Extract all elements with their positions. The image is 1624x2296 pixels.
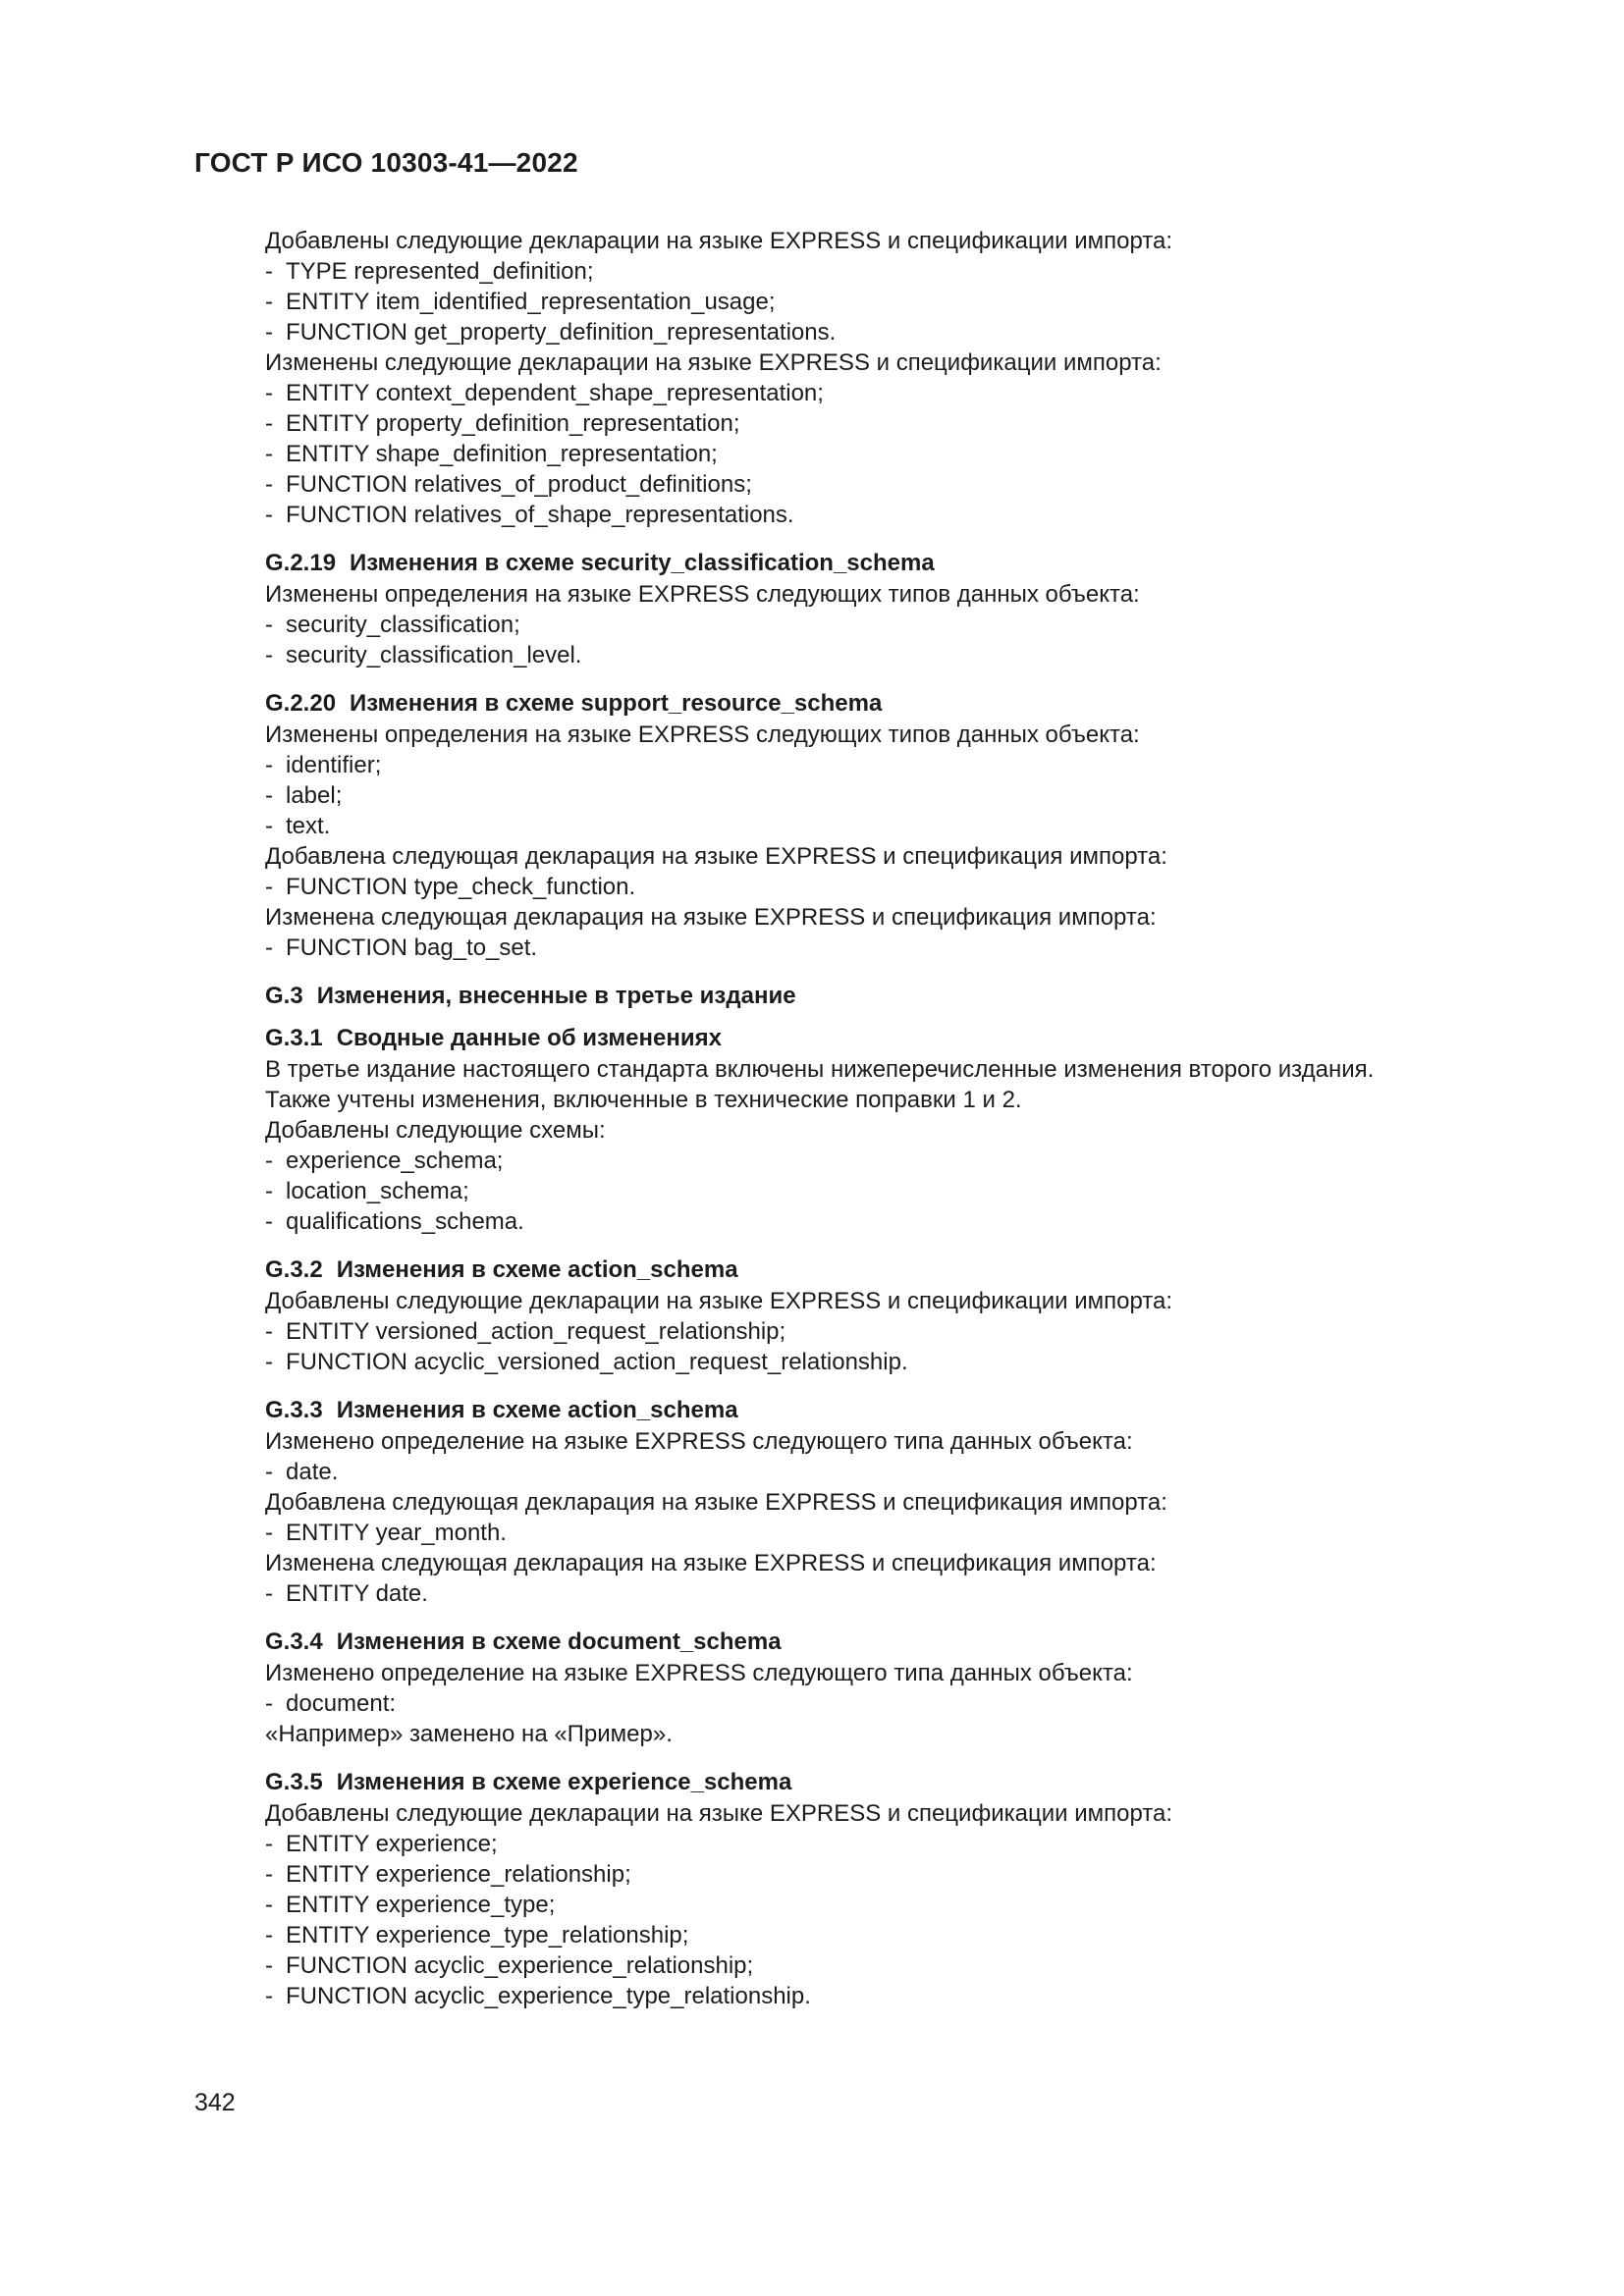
list-item: - FUNCTION relatives_of_product_definitions;: [265, 471, 752, 498]
list-item: - experience_schema;: [265, 1148, 504, 1174]
paragraph: Изменены определения на языке EXPRESS следующих типов данных объекта:: [265, 721, 1140, 748]
page-number: 342: [194, 2089, 236, 2116]
list-item: - ENTITY experience_type_relationship;: [265, 1922, 689, 1949]
list-item: - FUNCTION acyclic_experience_type_relationship.: [265, 1983, 811, 2009]
intro-block: [265, 226, 1522, 530]
paragraph: Изменены определения на языке EXPRESS следующих типов данных объекта:: [265, 581, 1140, 608]
section-g-2-20: [265, 687, 1522, 963]
section-g-3-3: [265, 1394, 1522, 1609]
list-item: - ENTITY context_dependent_shape_representation;: [265, 380, 824, 406]
list-item: - ENTITY item_identified_representation_usage;: [265, 289, 776, 315]
list-item: - text.: [265, 813, 331, 839]
section-heading: G.3.4 Изменения в схеме document_schema: [265, 1629, 782, 1655]
paragraph: Изменено определение на языке EXPRESS следующего типа данных объекта:: [265, 1428, 1133, 1455]
list-item: - ENTITY experience_relationship;: [265, 1861, 631, 1888]
section-heading: G.3.2 Изменения в схеме action_schema: [265, 1256, 738, 1283]
section-g-3-2: [265, 1254, 1522, 1377]
page-content: [265, 226, 1522, 2011]
paragraph: Изменена следующая декларация на языке EXPRESS и спецификация импорта:: [265, 1550, 1157, 1576]
list-item: - ENTITY versioned_action_request_relationship;: [265, 1318, 786, 1345]
paragraph: Изменено определение на языке EXPRESS следующего типа данных объекта:: [265, 1660, 1133, 1686]
list-item: - FUNCTION acyclic_versioned_action_request_relationship.: [265, 1349, 908, 1375]
section-heading: G.3.3 Изменения в схеме action_schema: [265, 1397, 738, 1423]
section-heading: G.2.19 Изменения в схеме security_classification_schema: [265, 550, 935, 576]
list-item: - date.: [265, 1459, 339, 1485]
paragraph: Добавлены следующие декларации на языке EXPRESS и спецификации импорта:: [265, 1288, 1173, 1314]
section-heading: G.2.20 Изменения в схеме support_resource_schema: [265, 690, 883, 717]
section-heading: G.3 Изменения, внесенные в третье издание: [265, 983, 796, 1009]
list-item: - ENTITY date.: [265, 1580, 428, 1607]
paragraph: Изменены следующие декларации на языке EXPRESS и спецификации импорта:: [265, 349, 1162, 376]
list-item: - TYPE represented_definition;: [265, 258, 594, 285]
paragraph: Также учтены изменения, включенные в технические поправки 1 и 2.: [265, 1087, 1022, 1113]
section-heading: G.3.5 Изменения в схеме experience_schema: [265, 1769, 792, 1795]
list-item: - FUNCTION bag_to_set.: [265, 934, 538, 961]
paragraph: Добавлена следующая декларация на языке EXPRESS и спецификация импорта:: [265, 843, 1167, 870]
list-item: - ENTITY year_month.: [265, 1520, 507, 1546]
section-g-3-5: [265, 1766, 1522, 2011]
list-item: - document:: [265, 1690, 397, 1717]
page-header-title: ГОСТ Р ИСО 10303-41—2022: [194, 147, 578, 178]
list-item: - qualifications_schema.: [265, 1208, 524, 1235]
paragraph: «Например» заменено на «Пример».: [265, 1721, 673, 1747]
list-item: - identifier;: [265, 752, 382, 778]
list-item: - label;: [265, 782, 343, 809]
section-g-3-4: [265, 1626, 1522, 1749]
paragraph: В третье издание настоящего стандарта включены нижеперечисленные изменения второго издания.: [265, 1056, 1375, 1083]
list-item: - FUNCTION get_property_definition_representations.: [265, 319, 837, 346]
list-item: - ENTITY shape_definition_representation;: [265, 441, 718, 467]
list-item: - ENTITY experience_type;: [265, 1892, 556, 1918]
list-item: - FUNCTION type_check_function.: [265, 874, 636, 900]
paragraph: Добавлена следующая декларация на языке EXPRESS и спецификация импорта:: [265, 1489, 1167, 1516]
paragraph: Добавлены следующие схемы:: [265, 1117, 606, 1144]
list-item: - FUNCTION acyclic_experience_relationship;: [265, 1952, 754, 1979]
paragraph: Добавлены следующие декларации на языке EXPRESS и спецификации импорта:: [265, 1800, 1173, 1827]
paragraph: Изменена следующая декларация на языке EXPRESS и спецификация импорта:: [265, 904, 1157, 931]
paragraph: Добавлены следующие декларации на языке EXPRESS и спецификации импорта:: [265, 228, 1173, 254]
list-item: - security_classification;: [265, 612, 520, 638]
list-item: - location_schema;: [265, 1178, 469, 1204]
section-g-3-1: [265, 1022, 1522, 1237]
list-item: - ENTITY property_definition_representation;: [265, 410, 740, 437]
list-item: - ENTITY experience;: [265, 1831, 498, 1857]
list-item: - security_classification_level.: [265, 642, 582, 668]
section-g-2-19: [265, 547, 1522, 670]
list-item: - FUNCTION relatives_of_shape_representations.: [265, 502, 794, 528]
section-heading: G.3.1 Сводные данные об изменениях: [265, 1025, 722, 1051]
section-g-3: [265, 980, 1522, 1012]
